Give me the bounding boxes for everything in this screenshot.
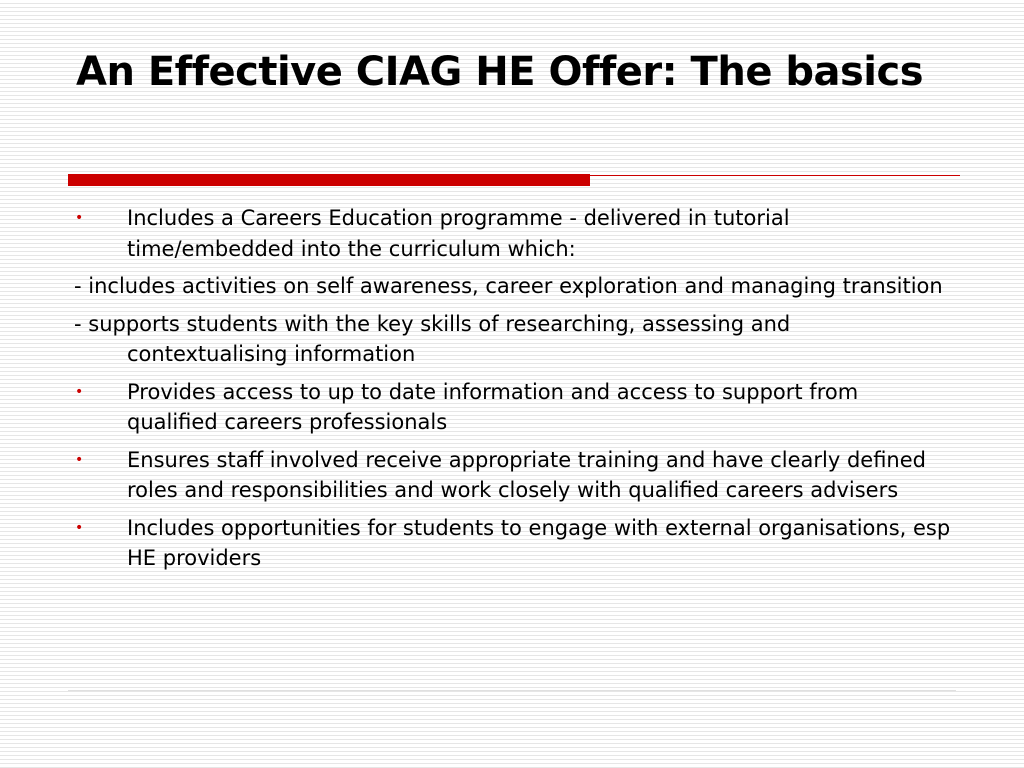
- slide-title: An Effective CIAG HE Offer: The basics: [76, 49, 924, 95]
- title-underline-thin: [590, 175, 960, 176]
- list-item-text: - includes activities on self awareness, career exploration and managing transition: [74, 274, 943, 298]
- list-item-text: Includes opportunities for students to engage with external organisations, esp HE providers: [127, 515, 951, 570]
- list-item-staff-training: [74, 445, 954, 506]
- bullet-icon: •: [75, 210, 84, 226]
- list-item-text: - supports students with the key skills of researching, assessing and contextualising information: [74, 311, 791, 366]
- list-item-key-skills: [74, 309, 954, 370]
- list-item-careers-education: [74, 203, 954, 264]
- list-item-text: Ensures staff involved receive appropriate training and have clearly defined roles and responsibilities and work closely with qualified careers advisers: [127, 447, 926, 502]
- list-item-information-access: [74, 377, 954, 438]
- bullet-icon: •: [75, 383, 84, 400]
- list-item-text: Includes a Careers Education programme - delivered in tutorial time/embedded into the curriculum which:: [127, 206, 790, 261]
- list-item-external-organisations: [74, 513, 954, 574]
- footer-divider: [68, 690, 956, 691]
- title-underline-thick: [68, 174, 590, 186]
- list-item-text: Provides access to up to date information and access to support from qualified careers professionals: [127, 379, 859, 434]
- bullet-icon: •: [75, 451, 84, 468]
- list-item-self-awareness: [74, 271, 954, 302]
- bullet-icon: •: [75, 519, 84, 536]
- slide-body-list: [74, 203, 954, 581]
